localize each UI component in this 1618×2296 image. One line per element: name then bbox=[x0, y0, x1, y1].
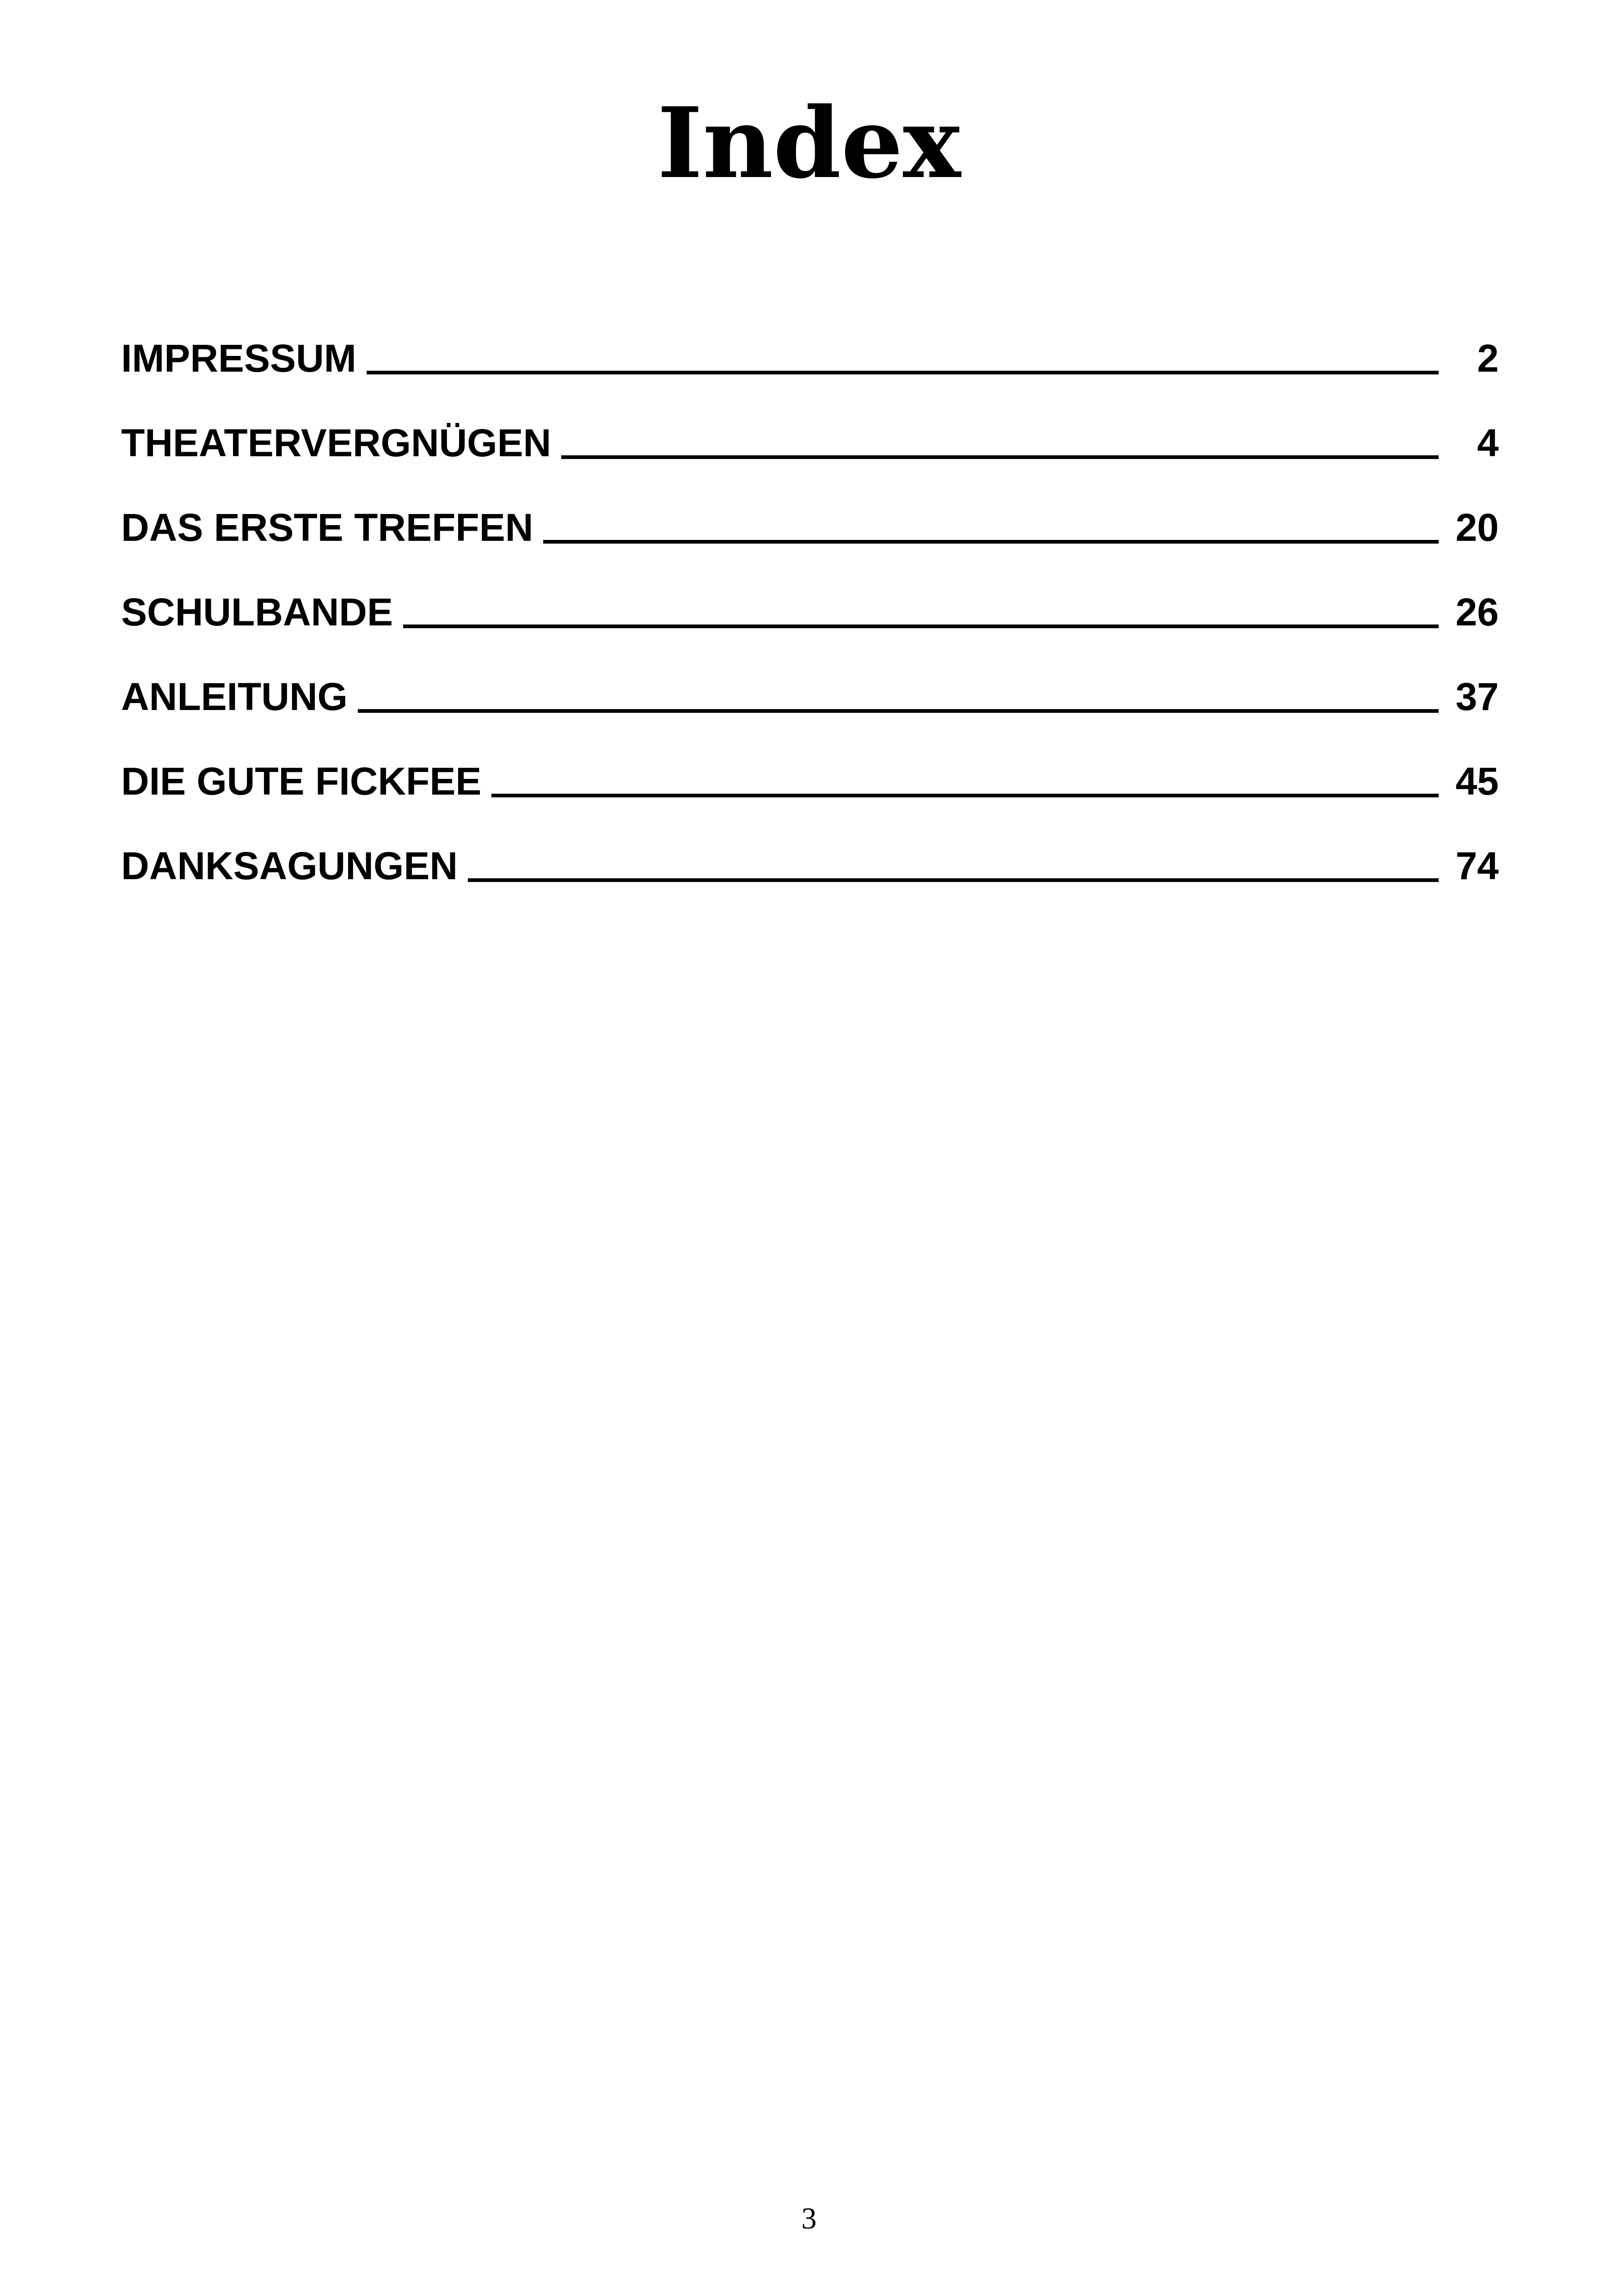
toc-entry-title: THEATERVERGNÜGEN bbox=[121, 421, 552, 465]
toc-entry-title: IMPRESSUM bbox=[121, 337, 356, 380]
toc-entry-page: 26 bbox=[1455, 590, 1499, 634]
toc-entry-page: 20 bbox=[1455, 506, 1499, 549]
toc-entry-title: DAS ERSTE TREFFEN bbox=[121, 506, 533, 549]
toc-entry-title: DANKSAGUNGEN bbox=[121, 844, 458, 888]
toc-entry-impressum[interactable] bbox=[121, 333, 1499, 417]
toc-leader-line bbox=[543, 540, 1439, 544]
toc-entry-page: 4 bbox=[1477, 421, 1499, 465]
toc-entry-danksagungen[interactable] bbox=[121, 840, 1499, 925]
toc-leader-line bbox=[403, 625, 1439, 628]
toc-entry-page: 37 bbox=[1455, 675, 1499, 718]
toc-entry-page: 45 bbox=[1455, 759, 1499, 803]
toc-entry-title: SCHULBANDE bbox=[121, 590, 393, 634]
page-number: 3 bbox=[801, 2202, 817, 2235]
toc-entry-schulbande[interactable] bbox=[121, 587, 1499, 671]
toc-entry-die-gute-fickfee[interactable] bbox=[121, 756, 1499, 840]
toc-entry-page: 74 bbox=[1455, 844, 1499, 888]
toc-entry-theatervergnuegen[interactable] bbox=[121, 417, 1499, 502]
toc-entry-das-erste-treffen[interactable] bbox=[121, 502, 1499, 587]
toc-leader-line bbox=[358, 709, 1439, 713]
toc-leader-line bbox=[468, 878, 1439, 882]
toc-leader-line bbox=[367, 371, 1439, 374]
toc-entry-title: DIE GUTE FICKFEE bbox=[121, 759, 482, 803]
toc-leader-line bbox=[561, 455, 1439, 459]
toc-entry-anleitung[interactable] bbox=[121, 671, 1499, 756]
toc-entry-page: 2 bbox=[1477, 337, 1499, 380]
toc-entry-title: ANLEITUNG bbox=[121, 675, 348, 718]
table-of-contents bbox=[121, 333, 1499, 925]
toc-leader-line bbox=[491, 794, 1439, 797]
page-title: Index bbox=[657, 86, 961, 200]
